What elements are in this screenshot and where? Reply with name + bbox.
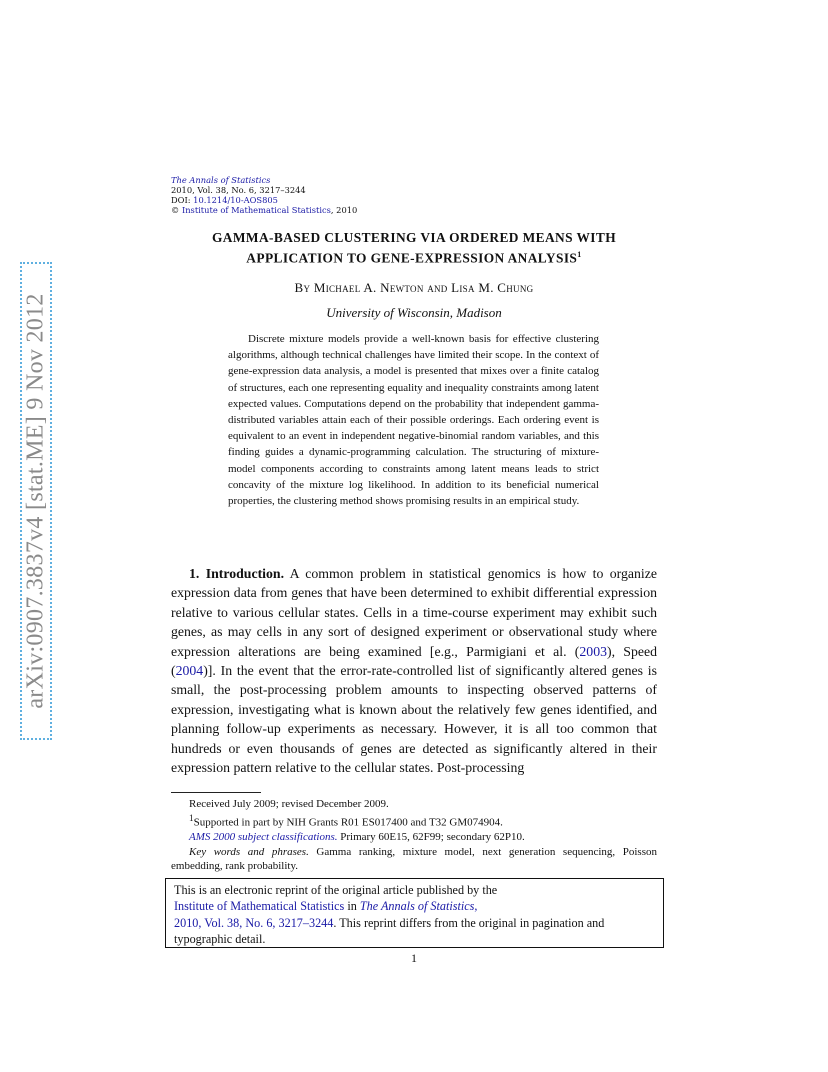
reprint-journal-link[interactable]: The Annals of Statistics (359, 899, 475, 914)
intro-text-b: ), Speed ( (171, 643, 658, 679)
reprint-institute-link[interactable]: Institute of Mathematical Statistics (174, 899, 345, 914)
journal-doi (171, 195, 357, 205)
footnote-keywords (171, 845, 657, 874)
title-line-1: GAMMA-BASED CLUSTERING VIA ORDERED MEANS WITH (211, 230, 617, 245)
doi-label: DOI: (171, 195, 194, 205)
page-number: 1 (411, 951, 417, 965)
title-line-2 (160, 246, 668, 266)
citation-link-parmigiani[interactable]: 2003 (579, 643, 607, 659)
doi-link[interactable]: 10.1214/10-AOS805 (193, 195, 278, 205)
institute-link[interactable]: Institute of Mathematical Statistics (181, 205, 331, 215)
arxiv-stamp-text: arXiv:0907.3837v4 [stat.ME] 9 Nov 2012 (22, 293, 49, 709)
reprint-in: in (344, 899, 360, 914)
reprint-comma: , (474, 899, 478, 914)
copyright-symbol: © (171, 205, 180, 215)
copyright-year: , 2010 (330, 205, 358, 215)
intro-heading: 1. Introduction. (189, 566, 285, 581)
title-line-2-text: APPLICATION TO GENE-EXPRESSION ANALYSIS (246, 250, 578, 266)
reprint-citation-link[interactable]: 2010, Vol. 38, No. 6, 3217–3244 (174, 915, 334, 930)
arxiv-stamp (20, 262, 52, 740)
reprint-notice-box (165, 878, 664, 948)
citation-link-speed[interactable]: 2004 (175, 663, 204, 679)
introduction-section (171, 564, 657, 777)
intro-text-c: )]. In the event that the error-rate-controlled list of significantly altered genes is small, the post-processing problem amounts to inspecting observed patterns of expression, investigating what is known about the relatively few genes identified, and planning follow-up experiments as necessary. However, it is all too common that hundreds or even thousands of genes are detected as significantly altered in their expression pattern relative to the cellular states. Post-processing (171, 663, 657, 776)
journal-info (171, 175, 357, 215)
journal-name[interactable]: The Annals of Statistics (171, 175, 271, 185)
affiliation: University of Wisconsin, Madison (326, 305, 502, 320)
reprint-line-1: This is an electronic reprint of the original article published by the (174, 883, 498, 897)
keywords-text: Gamma ranking, mixture model, next generation sequencing, Poisson embedding, rank probability. (171, 845, 657, 873)
intro-text-a: A common problem in statistical genomics is how to organize expression data from genes that have been determined to exhibit differential expression relative to various cellular states. Cells in a time-course experiment may exhibit such genes, as may cells in any sort of designed experiment or observational study where expression alterations are being examined [e.g., Parmigiani et al. ( (171, 566, 657, 659)
footnote-received: Received July 2009; revised December 2009. (189, 798, 389, 810)
journal-copyright (171, 205, 357, 215)
reprint-rest: . This reprint differs from the original in pagination and typographic detail. (174, 915, 605, 947)
footnote-support (171, 811, 657, 830)
paper-title (160, 229, 668, 266)
title-footnote-mark: 1 (577, 250, 582, 259)
authors: By Michael A. Newton and Lisa M. Chung (294, 280, 534, 295)
ams-link[interactable]: AMS 2000 subject classifications. (189, 831, 338, 844)
footnote-ams (171, 830, 657, 844)
keywords-label: Key words and phrases. (189, 845, 309, 858)
support-text: Supported in part by NIH Grants R01 ES017400 and T32 GM074904. (193, 817, 503, 830)
footnotes (171, 797, 657, 874)
ams-text: Primary 60E15, 62F99; secondary 62P10. (337, 831, 525, 844)
support-mark: 1 (189, 813, 194, 824)
footnote-rule (171, 792, 261, 793)
abstract: Discrete mixture models provide a well-known basis for effective clustering algorithms, although technical challenges have limited their scope. In the context of gene-expression data analysis, a model is presented that mixes over a finite catalog of structures, each one representing equality and inequality constraints among latent expected values. Computations depend on the probability that independent gamma-distributed variables attain each of their possible orderings. Each ordering event is equivalent to an event in independent negative-binomial random variables, and this finding guides a dynamic-programming calculation. The structuring of mixture-model components according to constraints among latent means leads to strict concavity of the mixture log likelihood. In addition to its beneficial numerical properties, the clustering method shows promising results in an empirical study. (228, 333, 599, 508)
journal-volume: 2010, Vol. 38, No. 6, 3217–3244 (171, 185, 306, 195)
